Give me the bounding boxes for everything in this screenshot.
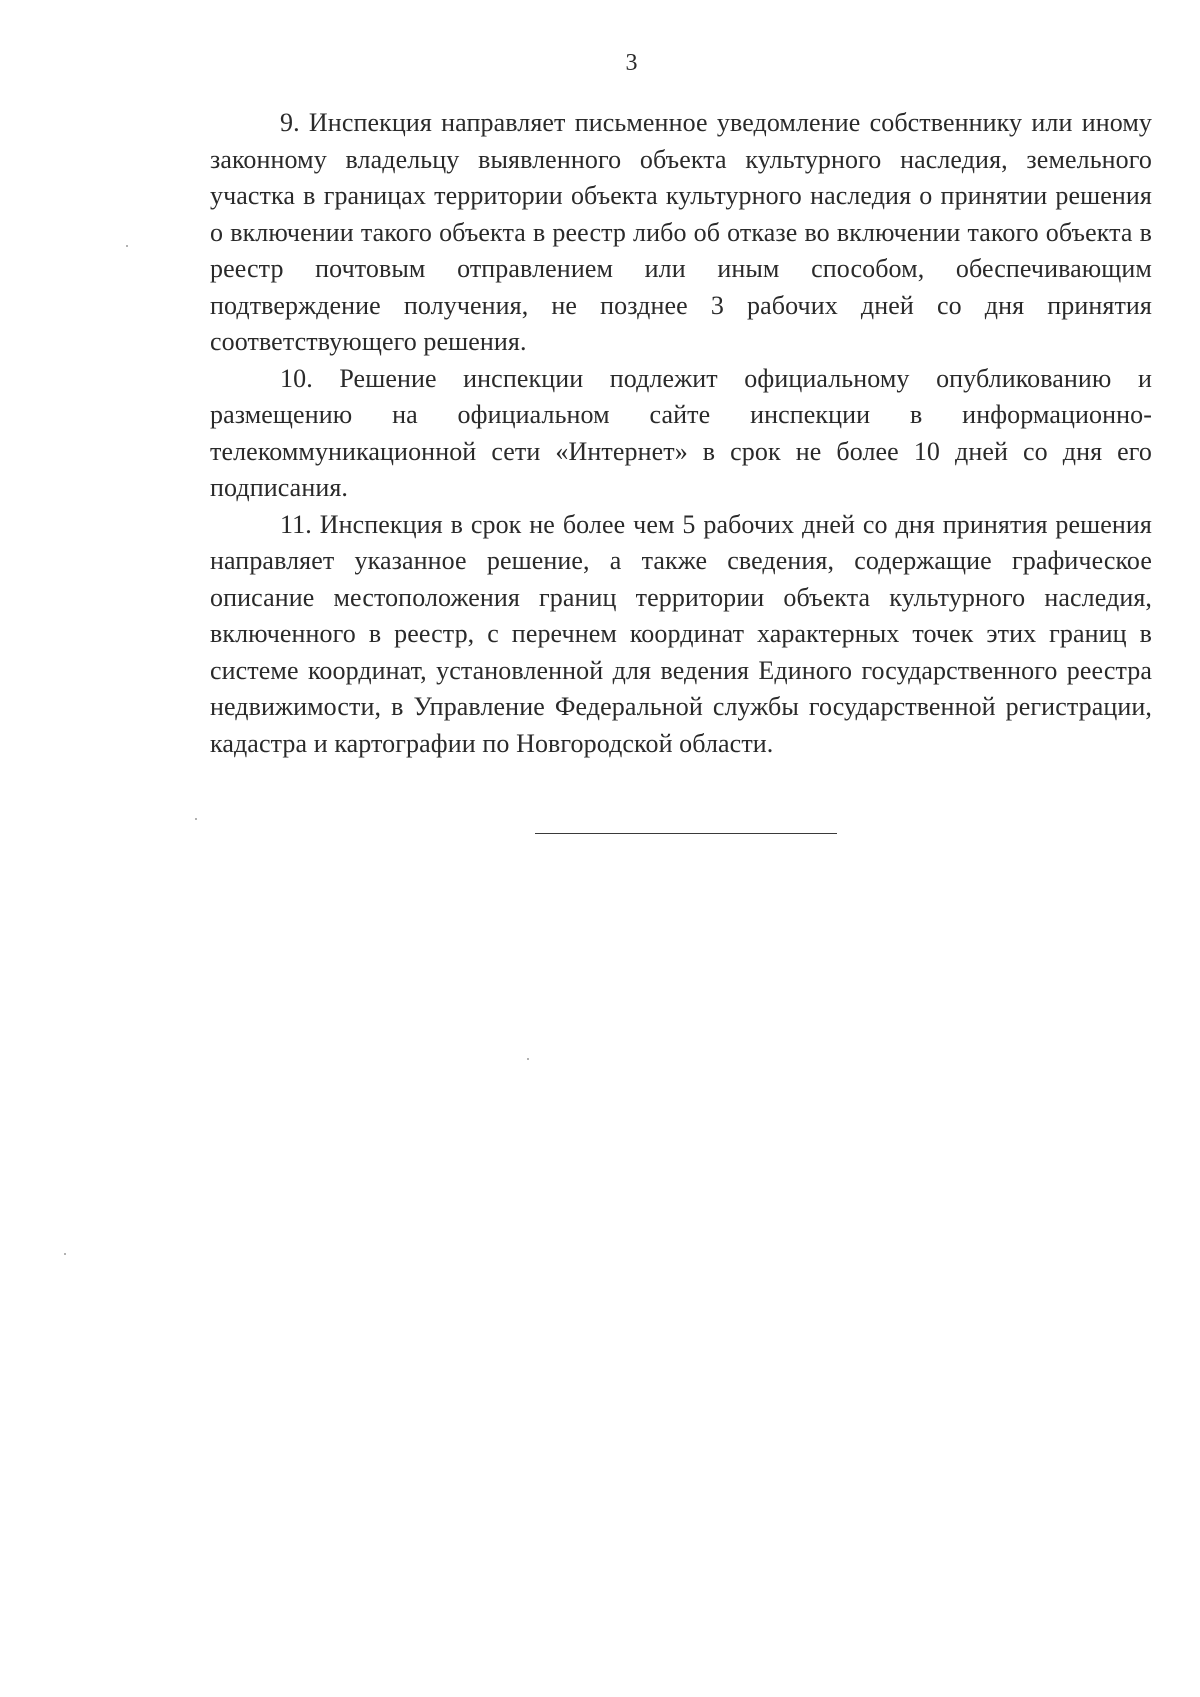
- paragraph-9: 9. Инспекция направляет письменное уведомление собственнику или иному законному владельцу выявленного объекта культурного наследия, земельного участка в границах территории объекта культурного наследия о принятии решения о включении такого объекта в реестр либо об отказе во включении такого объекта в реестр почтовым отправлением или иным способом, обеспечивающим подтверждение получения, не позднее 3 рабочих дней со дня принятия соответствующего решения.: [210, 108, 1152, 356]
- paragraph-11: 11. Инспекция в срок не более чем 5 рабочих дней со дня принятия решения направляет указанное решение, а также сведения, содержащие графическое описание местоположения границ территории объекта культурного наследия, включенного в реестр, с перечнем координат характерных точек этих границ в системе координат, установленной для ведения Единого государственного реестра недвижимости, в Управление Федеральной службы государственной регистрации, кадастра и картографии по Новгородской области.: [210, 509, 1152, 758]
- scan-speck: [64, 1253, 66, 1255]
- scan-speck: [126, 245, 128, 247]
- scan-speck: [527, 1058, 529, 1060]
- document-body: [210, 105, 1152, 762]
- page-number: 3: [625, 50, 638, 76]
- paragraph-10: 10. Решение инспекции подлежит официальному опубликованию и размещению на официальном сайте инспекции в информационно-телекоммуникационной сети «Интернет» в срок не более 10 дней со дня его подписания.: [210, 363, 1152, 502]
- scan-speck: [195, 818, 197, 820]
- end-of-text-rule: [535, 833, 837, 834]
